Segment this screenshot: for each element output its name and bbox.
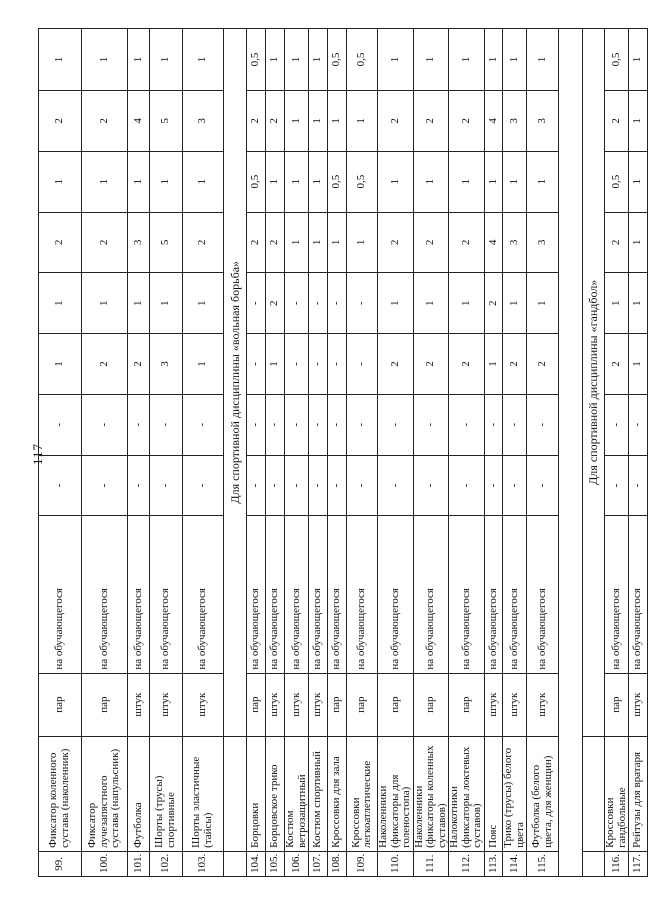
row-number: 108. <box>328 851 347 876</box>
value-cell: 1 <box>629 29 648 91</box>
item-name: Рейтузы для вратаря <box>629 736 648 851</box>
value-cell: 2 <box>247 212 266 273</box>
value-cell: 1 <box>629 212 648 273</box>
value-cell: 1 <box>309 151 328 212</box>
table-viewport <box>38 28 644 877</box>
unit-cell: штук <box>150 673 183 736</box>
spacer-row <box>559 29 583 877</box>
table-row <box>266 29 285 877</box>
table-row <box>39 29 82 877</box>
value-cell: 3 <box>527 90 559 151</box>
value-cell: - <box>347 273 378 334</box>
row-number: 115. <box>527 851 559 876</box>
value-cell: 1 <box>285 212 309 273</box>
unit-cell: штук <box>285 673 309 736</box>
value-cell: 1 <box>328 212 347 273</box>
calc-unit-cell: на обучающегося <box>347 516 378 673</box>
value-cell: 3 <box>183 90 224 151</box>
value-cell: - <box>527 394 559 455</box>
value-cell: - <box>82 394 128 455</box>
unit-cell: штук <box>128 673 150 736</box>
value-cell: 1 <box>413 151 449 212</box>
value-cell: 2 <box>266 90 285 151</box>
equipment-table <box>38 28 648 877</box>
row-number: 110. <box>378 851 414 876</box>
value-cell: 1 <box>266 334 285 395</box>
row-number: 105. <box>266 851 285 876</box>
table-row <box>285 29 309 877</box>
row-number: 113. <box>485 851 503 876</box>
value-cell: 1 <box>503 29 527 91</box>
value-cell: 2 <box>378 334 414 395</box>
value-cell: - <box>247 273 266 334</box>
value-cell: 3 <box>503 90 527 151</box>
unit-cell: пар <box>605 673 629 736</box>
calc-unit-cell: на обучающегося <box>503 516 527 673</box>
calc-unit-cell: на обучающегося <box>605 516 629 673</box>
value-cell: 1 <box>503 151 527 212</box>
value-cell: 1 <box>449 273 485 334</box>
value-cell: - <box>527 455 559 516</box>
row-number: 107. <box>309 851 328 876</box>
value-cell: - <box>285 455 309 516</box>
value-cell: 1 <box>82 273 128 334</box>
value-cell: 1 <box>378 29 414 91</box>
empty-cell <box>224 851 247 876</box>
value-cell: 1 <box>503 273 527 334</box>
unit-cell: штук <box>485 673 503 736</box>
table-row <box>82 29 128 877</box>
item-name: Шорты (трусы) спортивные <box>150 736 183 851</box>
value-cell: 1 <box>413 29 449 91</box>
value-cell: 0,5 <box>605 29 629 91</box>
empty-cell <box>583 736 605 851</box>
unit-cell: штук <box>527 673 559 736</box>
row-number: 109. <box>347 851 378 876</box>
value-cell: 1 <box>128 29 150 91</box>
value-cell: 1 <box>328 90 347 151</box>
table-row <box>150 29 183 877</box>
value-cell: 4 <box>128 90 150 151</box>
section-header: Для спортивной дисциплины «гандбол» <box>583 29 605 737</box>
calc-unit-cell: на обучающегося <box>150 516 183 673</box>
item-name: Трико (трусы) белого цвета <box>503 736 527 851</box>
item-name: Борцовское трико <box>266 736 285 851</box>
table-row <box>485 29 503 877</box>
row-number: 117. <box>629 851 648 876</box>
value-cell: 1 <box>183 151 224 212</box>
value-cell: 1 <box>309 90 328 151</box>
value-cell: 2 <box>449 90 485 151</box>
value-cell: 1 <box>128 151 150 212</box>
value-cell: - <box>309 273 328 334</box>
value-cell: 2 <box>605 90 629 151</box>
table-row <box>247 29 266 877</box>
value-cell: 1 <box>285 29 309 91</box>
item-name: Кроссовки для зала <box>328 736 347 851</box>
unit-cell: штук <box>629 673 648 736</box>
item-name: Костюм спортивный <box>309 736 328 851</box>
calc-unit-cell: на обучающегося <box>328 516 347 673</box>
value-cell: - <box>328 334 347 395</box>
value-cell: 1 <box>629 334 648 395</box>
section-row <box>224 29 247 877</box>
row-number: 100. <box>82 851 128 876</box>
unit-cell: пар <box>347 673 378 736</box>
value-cell: 2 <box>183 212 224 273</box>
unit-cell: штук <box>503 673 527 736</box>
value-cell: - <box>82 455 128 516</box>
value-cell: 1 <box>605 273 629 334</box>
value-cell: - <box>247 455 266 516</box>
value-cell: 1 <box>527 273 559 334</box>
calc-unit-cell: на обучающегося <box>378 516 414 673</box>
value-cell: - <box>247 394 266 455</box>
value-cell: 2 <box>82 334 128 395</box>
table-row <box>328 29 347 877</box>
value-cell: 1 <box>266 151 285 212</box>
item-name: Футболка (белого цвета, для женщин) <box>527 736 559 851</box>
table-row <box>309 29 328 877</box>
item-name: Пояс <box>485 736 503 851</box>
empty-cell <box>224 736 247 851</box>
value-cell: 2 <box>39 90 82 151</box>
value-cell: 2 <box>247 90 266 151</box>
value-cell: 1 <box>183 273 224 334</box>
calc-unit-cell: на обучающегося <box>449 516 485 673</box>
row-number: 99. <box>39 851 82 876</box>
calc-unit-cell: на обучающегося <box>629 516 648 673</box>
value-cell: - <box>629 394 648 455</box>
value-cell: - <box>309 394 328 455</box>
table-body <box>39 29 648 877</box>
unit-cell: штук <box>309 673 328 736</box>
value-cell: 1 <box>39 273 82 334</box>
value-cell: 1 <box>527 29 559 91</box>
value-cell: 4 <box>485 90 503 151</box>
value-cell: 5 <box>150 90 183 151</box>
value-cell: 1 <box>183 334 224 395</box>
value-cell: 1 <box>309 29 328 91</box>
value-cell: 2 <box>413 334 449 395</box>
value-cell: 2 <box>485 273 503 334</box>
value-cell: 1 <box>285 90 309 151</box>
table-row <box>183 29 224 877</box>
value-cell: 1 <box>128 273 150 334</box>
unit-cell: пар <box>328 673 347 736</box>
value-cell: 3 <box>527 212 559 273</box>
value-cell: 2 <box>266 212 285 273</box>
value-cell: 1 <box>413 273 449 334</box>
value-cell: - <box>183 455 224 516</box>
row-number: 102. <box>150 851 183 876</box>
unit-cell: пар <box>247 673 266 736</box>
unit-cell: пар <box>413 673 449 736</box>
value-cell: 1 <box>527 151 559 212</box>
row-number: 106. <box>285 851 309 876</box>
item-name: Фиксатор лучезапястного сустава (напульсник) <box>82 736 128 851</box>
table-row <box>503 29 527 877</box>
value-cell: 1 <box>449 151 485 212</box>
value-cell: 2 <box>82 212 128 273</box>
value-cell: - <box>328 273 347 334</box>
calc-unit-cell: на обучающегося <box>128 516 150 673</box>
unit-cell: пар <box>449 673 485 736</box>
unit-cell: штук <box>183 673 224 736</box>
value-cell: - <box>347 394 378 455</box>
item-name: Борцовки <box>247 736 266 851</box>
value-cell: 0,5 <box>605 151 629 212</box>
calc-unit-cell: на обучающегося <box>413 516 449 673</box>
value-cell: - <box>150 394 183 455</box>
row-number: 114. <box>503 851 527 876</box>
value-cell: 2 <box>39 212 82 273</box>
table-row <box>449 29 485 877</box>
value-cell: - <box>629 455 648 516</box>
value-cell: 1 <box>485 29 503 91</box>
value-cell: - <box>39 394 82 455</box>
value-cell: - <box>485 394 503 455</box>
value-cell: - <box>347 455 378 516</box>
page-number: 117 <box>30 442 45 466</box>
value-cell: - <box>285 394 309 455</box>
table-row <box>128 29 150 877</box>
item-name: Наколенники (фиксаторы коленных суставов) <box>413 736 449 851</box>
section-row <box>583 29 605 877</box>
value-cell: 3 <box>503 212 527 273</box>
value-cell: 1 <box>485 334 503 395</box>
value-cell: 1 <box>150 29 183 91</box>
value-cell: 1 <box>183 29 224 91</box>
value-cell: 2 <box>449 334 485 395</box>
table-row <box>605 29 629 877</box>
calc-unit-cell: на обучающегося <box>39 516 82 673</box>
item-name: Фиксатор коленного сустава (наколенник) <box>39 736 82 851</box>
value-cell: - <box>285 273 309 334</box>
value-cell: - <box>605 455 629 516</box>
value-cell: 2 <box>527 334 559 395</box>
value-cell: 4 <box>485 212 503 273</box>
value-cell: - <box>183 394 224 455</box>
unit-cell: пар <box>378 673 414 736</box>
spacer-cell <box>559 29 583 877</box>
value-cell: 2 <box>413 90 449 151</box>
value-cell: 3 <box>128 212 150 273</box>
empty-cell <box>583 851 605 876</box>
value-cell: - <box>449 394 485 455</box>
item-name: Кроссовки легкоатлетические <box>347 736 378 851</box>
value-cell: 1 <box>485 151 503 212</box>
value-cell: - <box>413 394 449 455</box>
value-cell: - <box>128 455 150 516</box>
table-row <box>629 29 648 877</box>
value-cell: - <box>347 334 378 395</box>
table-row <box>378 29 414 877</box>
value-cell: 1 <box>82 151 128 212</box>
value-cell: 1 <box>39 151 82 212</box>
item-name: Кроссовки гандбольные <box>605 736 629 851</box>
item-name: Костюм ветрозащитный <box>285 736 309 851</box>
value-cell: - <box>503 394 527 455</box>
row-number: 104. <box>247 851 266 876</box>
value-cell: - <box>128 394 150 455</box>
row-number: 116. <box>605 851 629 876</box>
value-cell: 2 <box>413 212 449 273</box>
value-cell: 1 <box>378 273 414 334</box>
value-cell: - <box>247 334 266 395</box>
value-cell: - <box>266 455 285 516</box>
value-cell: 1 <box>150 273 183 334</box>
value-cell: 5 <box>150 212 183 273</box>
value-cell: - <box>328 455 347 516</box>
value-cell: 1 <box>39 29 82 91</box>
value-cell: 0,5 <box>347 29 378 91</box>
item-name: Налокотники (фиксаторы локтевых суставов) <box>449 736 485 851</box>
table-row <box>527 29 559 877</box>
value-cell: 2 <box>605 212 629 273</box>
item-name: Футболка <box>128 736 150 851</box>
calc-unit-cell: на обучающегося <box>309 516 328 673</box>
row-number: 111. <box>413 851 449 876</box>
value-cell: 2 <box>449 212 485 273</box>
value-cell: - <box>378 394 414 455</box>
item-name: Наколенники (фиксаторы для голеностопа) <box>378 736 414 851</box>
unit-cell: пар <box>82 673 128 736</box>
value-cell: 1 <box>39 334 82 395</box>
value-cell: 2 <box>503 334 527 395</box>
value-cell: 2 <box>128 334 150 395</box>
calc-unit-cell: на обучающегося <box>183 516 224 673</box>
value-cell: - <box>605 394 629 455</box>
value-cell: 1 <box>82 29 128 91</box>
value-cell: - <box>378 455 414 516</box>
item-name: Шорты эластичные (тайсы) <box>183 736 224 851</box>
unit-cell: штук <box>266 673 285 736</box>
value-cell: - <box>39 455 82 516</box>
unit-cell: пар <box>39 673 82 736</box>
value-cell: - <box>150 455 183 516</box>
value-cell: 0,5 <box>347 151 378 212</box>
value-cell: - <box>266 394 285 455</box>
row-number: 112. <box>449 851 485 876</box>
value-cell: 0,5 <box>247 29 266 91</box>
value-cell: - <box>328 394 347 455</box>
value-cell: - <box>449 455 485 516</box>
value-cell: 1 <box>347 90 378 151</box>
calc-unit-cell: на обучающегося <box>82 516 128 673</box>
value-cell: 1 <box>629 90 648 151</box>
section-header: Для спортивной дисциплины «вольная борьба» <box>224 29 247 737</box>
table-row <box>413 29 449 877</box>
calc-unit-cell: на обучающегося <box>285 516 309 673</box>
table-row <box>347 29 378 877</box>
value-cell: - <box>503 455 527 516</box>
value-cell: 1 <box>309 212 328 273</box>
row-number: 101. <box>128 851 150 876</box>
value-cell: 1 <box>378 151 414 212</box>
calc-unit-cell: на обучающегося <box>527 516 559 673</box>
value-cell: 2 <box>82 90 128 151</box>
value-cell: 2 <box>378 212 414 273</box>
value-cell: 0,5 <box>328 29 347 91</box>
value-cell: - <box>309 455 328 516</box>
value-cell: 0,5 <box>247 151 266 212</box>
value-cell: 2 <box>378 90 414 151</box>
value-cell: 1 <box>285 151 309 212</box>
value-cell: 2 <box>605 334 629 395</box>
value-cell: 0,5 <box>328 151 347 212</box>
row-number: 103. <box>183 851 224 876</box>
value-cell: 3 <box>150 334 183 395</box>
value-cell: 1 <box>347 212 378 273</box>
calc-unit-cell: на обучающегося <box>485 516 503 673</box>
value-cell: 1 <box>629 151 648 212</box>
calc-unit-cell: на обучающегося <box>266 516 285 673</box>
value-cell: - <box>309 334 328 395</box>
value-cell: - <box>285 334 309 395</box>
value-cell: - <box>413 455 449 516</box>
value-cell: 1 <box>449 29 485 91</box>
value-cell: 1 <box>150 151 183 212</box>
calc-unit-cell: на обучающегося <box>247 516 266 673</box>
value-cell: 1 <box>629 273 648 334</box>
value-cell: - <box>485 455 503 516</box>
value-cell: 2 <box>266 273 285 334</box>
value-cell: 1 <box>266 29 285 91</box>
